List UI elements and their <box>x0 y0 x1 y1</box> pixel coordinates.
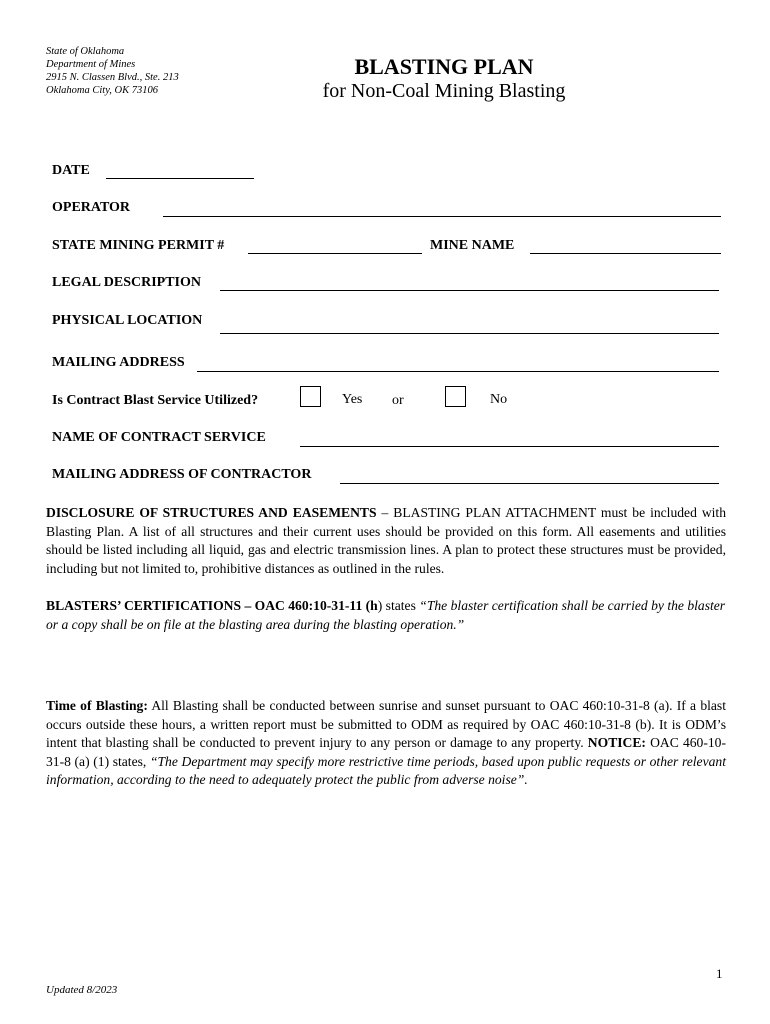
certifications-heading: BLASTERS’ CERTIFICATIONS – OAC 460:10-31-11 (h <box>46 598 378 613</box>
notice-heading: NOTICE: <box>587 735 646 750</box>
yes-checkbox[interactable] <box>300 386 321 407</box>
updated-date: Updated 8/2023 <box>46 984 118 996</box>
page-number: 1 <box>716 966 723 981</box>
document-subtitle: for Non-Coal Mining Blasting <box>322 80 566 102</box>
date-label: DATE <box>52 163 90 178</box>
mailing-address-field[interactable] <box>197 371 719 372</box>
agency-department: Department of Mines <box>46 59 136 70</box>
disclosure-text: – BLASTING PLAN ATTACHMENT must be included with Blasting Plan. A list of all structures and their current uses should be provided on this form. All easements and utilities should be listed including all liquid, gas and electric transmission lines. A plan to protect these structures must be provided, including but not limited to, prohibitive distances as outlined in the rules. <box>46 505 726 576</box>
operator-field[interactable] <box>163 216 721 217</box>
mailing-address-label: MAILING ADDRESS <box>52 355 185 370</box>
time-of-blasting-paragraph <box>46 697 726 790</box>
physical-location-label: PHYSICAL LOCATION <box>52 313 203 328</box>
permit-field[interactable] <box>248 253 422 254</box>
contract-service-label: NAME OF CONTRACT SERVICE <box>52 430 266 445</box>
yes-label: Yes <box>342 392 363 407</box>
contract-service-field[interactable] <box>300 446 719 447</box>
or-label: or <box>392 393 404 408</box>
disclosure-heading: DISCLOSURE OF STRUCTURES AND EASEMENTS <box>46 505 377 520</box>
contractor-mailing-field[interactable] <box>340 483 719 484</box>
contractor-mailing-label: MAILING ADDRESS OF CONTRACTOR <box>52 467 312 482</box>
notice-text: OAC 460-10-31-8 (a) (1) states, <box>46 735 726 769</box>
agency-city: Oklahoma City, OK 73106 <box>46 85 158 96</box>
agency-state: State of Oklahoma <box>46 46 125 57</box>
physical-location-field[interactable] <box>220 333 719 334</box>
no-checkbox[interactable] <box>445 386 466 407</box>
certifications-text: ) states <box>377 598 420 613</box>
notice-quote: “The Department may specify more restrictive time periods, based upon public requests or other relevant information, according to the need to adequately protect the public from adverse noise”. <box>46 753 726 787</box>
certifications-quote: “The blaster certification shall be carried by the blaster or a copy shall be on file at the blasting area during the blasting operation.” <box>46 598 726 632</box>
disclosure-paragraph <box>46 504 726 578</box>
time-of-blasting-heading: Time of Blasting: <box>46 698 148 713</box>
time-of-blasting-text: All Blasting shall be conducted between sunrise and sunset pursuant to OAC 460:10-31-8 (a). If a blast occurs outside these hours, a written report must be submitted to ODM as required by OAC 460:10-31-8 (b). It is ODM’s intent that blasting shall be conducted to prevent injury to any person or damage to any property. <box>46 698 726 750</box>
mine-name-label: MINE NAME <box>430 238 515 253</box>
permit-label: STATE MINING PERMIT # <box>52 238 225 253</box>
document-title: BLASTING PLAN <box>354 54 534 79</box>
certifications-paragraph <box>46 597 726 634</box>
date-field[interactable] <box>106 178 254 179</box>
operator-label: OPERATOR <box>52 200 131 215</box>
agency-address <box>46 45 179 97</box>
no-label: No <box>490 392 508 407</box>
mine-name-field[interactable] <box>530 253 721 254</box>
contract-question: Is Contract Blast Service Utilized? <box>52 393 259 408</box>
legal-description-field[interactable] <box>220 290 719 291</box>
legal-description-label: LEGAL DESCRIPTION <box>52 275 201 290</box>
agency-street: 2915 N. Classen Blvd., Ste. 213 <box>46 72 179 83</box>
